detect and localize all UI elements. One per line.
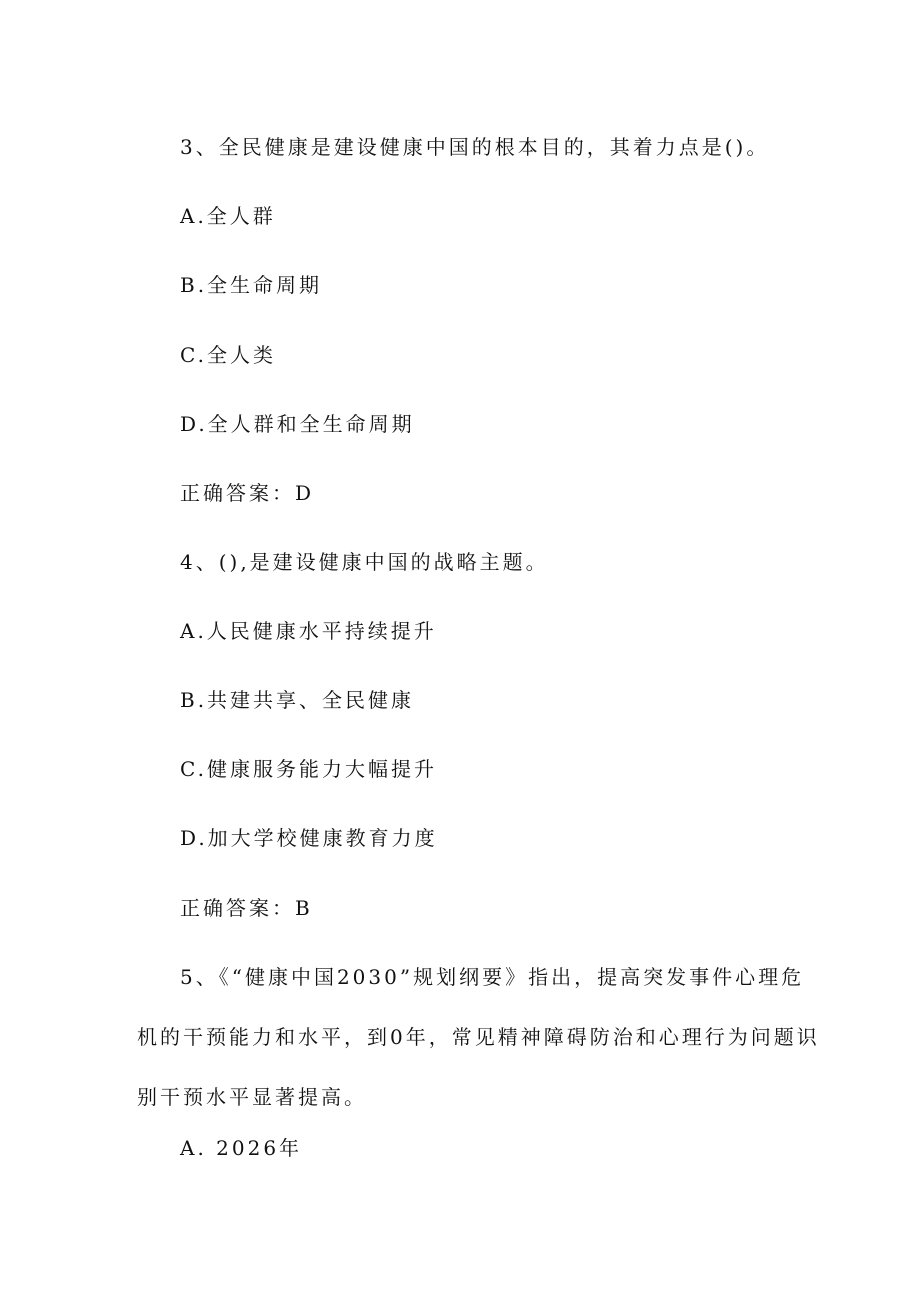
question-4-stem: 4、(),是建设健康中国的战略主题。 — [180, 550, 549, 574]
question-4-option-c: C.健康服务能力大幅提升 — [180, 757, 437, 781]
question-3-option-b: B.全生命周期 — [180, 273, 323, 297]
question-5-stem-line-1: 5、《“健康中国2030”规划纲要》指出，提高突发事件心理危 — [180, 965, 805, 989]
question-5-stem-line-2: 机的干预能力和水平，到0年，常见精神障碍防治和心理行为问题识 — [137, 1025, 820, 1049]
question-3-option-c: C.全人类 — [180, 343, 276, 367]
question-4-answer: 正确答案：B — [180, 896, 313, 920]
question-3-stem: 3、全民健康是建设健康中国的根本目的，其着力点是()。 — [180, 135, 770, 159]
question-4-option-b: B.共建共享、全民健康 — [180, 688, 415, 712]
question-4-option-d: D.加大学校健康教育力度 — [180, 826, 438, 850]
question-5-stem-line-3: 别干预水平显著提高。 — [137, 1085, 367, 1109]
question-3-option-d: D.全人群和全生命周期 — [180, 412, 415, 436]
question-5-option-a: A. 2026年 — [180, 1136, 303, 1160]
question-4-option-a: A.人民健康水平持续提升 — [180, 619, 437, 643]
question-3-option-a: A.全人群 — [180, 204, 276, 228]
question-3-answer: 正确答案：D — [180, 481, 315, 505]
